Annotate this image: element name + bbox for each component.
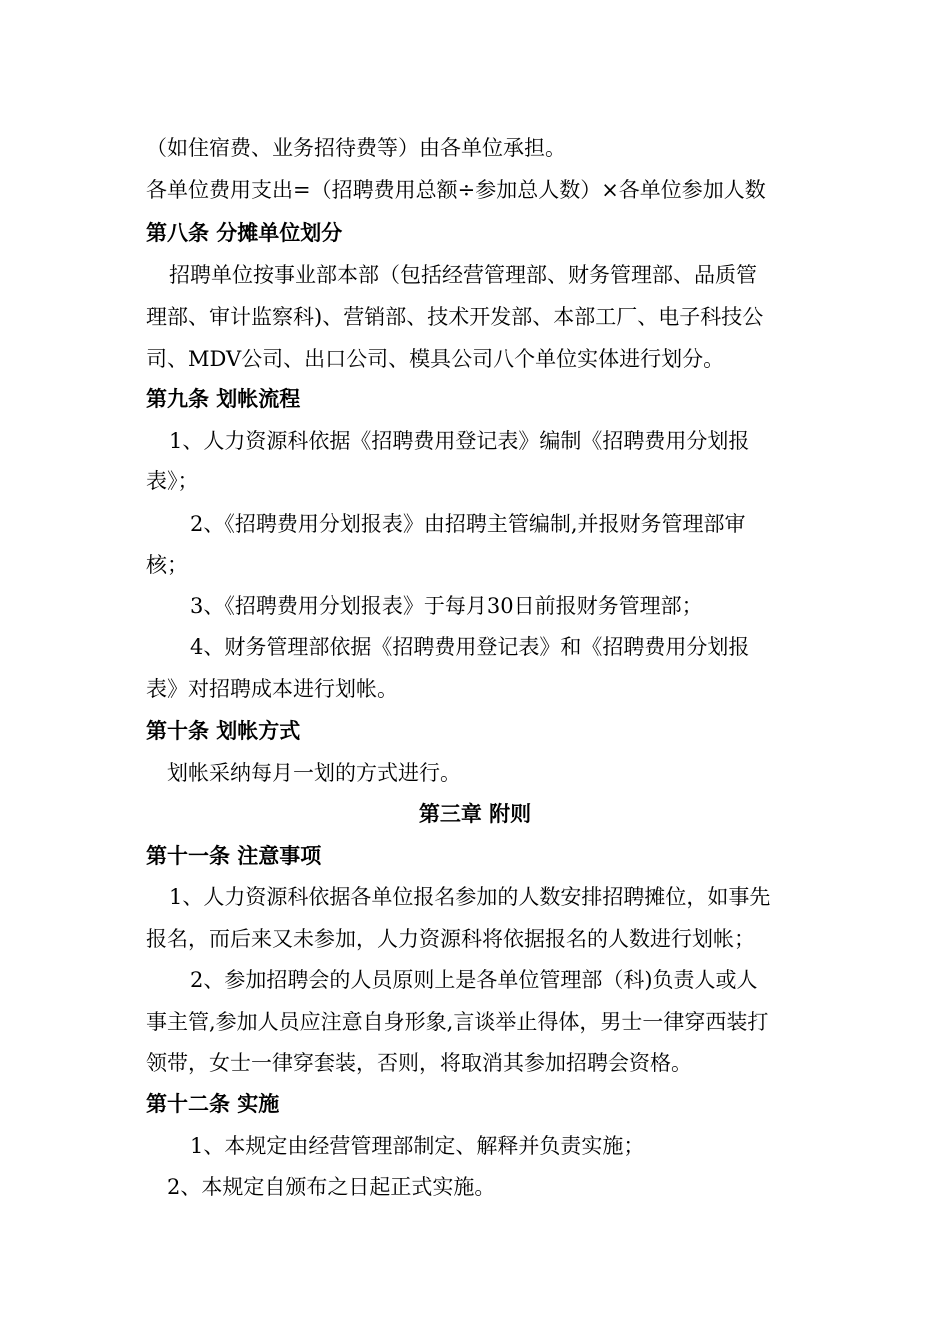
body-text-line: 划帐采纳每月一划的方式进行。 — [167, 761, 461, 785]
article-12-heading: 第十二条 实施 — [146, 1091, 280, 1116]
list-item: 3、《招聘费用分划报表》于每月30日前报财务管理部； — [190, 594, 703, 618]
article-10-heading: 第十条 划帐方式 — [146, 718, 301, 743]
list-item: 1、人力资源科依据各单位报名参加的人数安排招聘摊位，如事先 — [169, 885, 771, 909]
list-item-continuation: 领带，女士一律穿套装，否则，将取消其参加招聘会资格。 — [146, 1051, 692, 1075]
list-item-continuation: 事主管,参加人员应注意自身形象,言谈举止得体，男士一律穿西装打 — [146, 1010, 769, 1034]
body-text-line: 司、MDV公司、出口公司、模具公司八个单位实体进行划分。 — [146, 347, 725, 371]
list-item-continuation: 报名，而后来又未参加，人力资源科将依据报名的人数进行划帐； — [146, 927, 755, 951]
list-item-continuation: 表》； — [146, 469, 199, 493]
list-item: 4、财务管理部依据《招聘费用登记表》和《招聘费用分划报 — [190, 635, 750, 659]
body-text-line: 招聘单位按事业部本部（包括经营管理部、财务管理部、品质管 — [169, 263, 757, 287]
list-item: 2、参加招聘会的人员原则上是各单位管理部（科)负责人或人 — [190, 968, 758, 992]
list-item: 1、人力资源科依据《招聘费用登记表》编制《招聘费用分划报 — [169, 429, 750, 453]
list-item: 1、本规定由经营管理部制定、解释并负责实施； — [190, 1134, 645, 1158]
list-item-continuation: 核； — [146, 553, 188, 577]
body-text-line: （如住宿费、业务招待费等）由各单位承担。 — [146, 136, 566, 160]
chapter-3-heading: 第三章 附则 — [418, 801, 532, 826]
article-11-heading: 第十一条 注意事项 — [146, 843, 322, 868]
article-8-heading: 第八条 分摊单位划分 — [146, 220, 343, 245]
cost-formula-line: 各单位费用支出=（招聘费用总额÷参加总人数）×各单位参加人数 — [146, 178, 766, 202]
list-item: 2、本规定自颁布之日起正式实施。 — [167, 1175, 496, 1199]
list-item-continuation: 表》对招聘成本进行划帐。 — [146, 677, 398, 701]
list-item: 2、《招聘费用分划报表》由招聘主管编制,并报财务管理部审 — [190, 512, 746, 536]
article-9-heading: 第九条 划帐流程 — [146, 386, 301, 411]
body-text-line: 理部、审计监察科)、营销部、技术开发部、本部工厂、电子科技公 — [146, 305, 764, 329]
